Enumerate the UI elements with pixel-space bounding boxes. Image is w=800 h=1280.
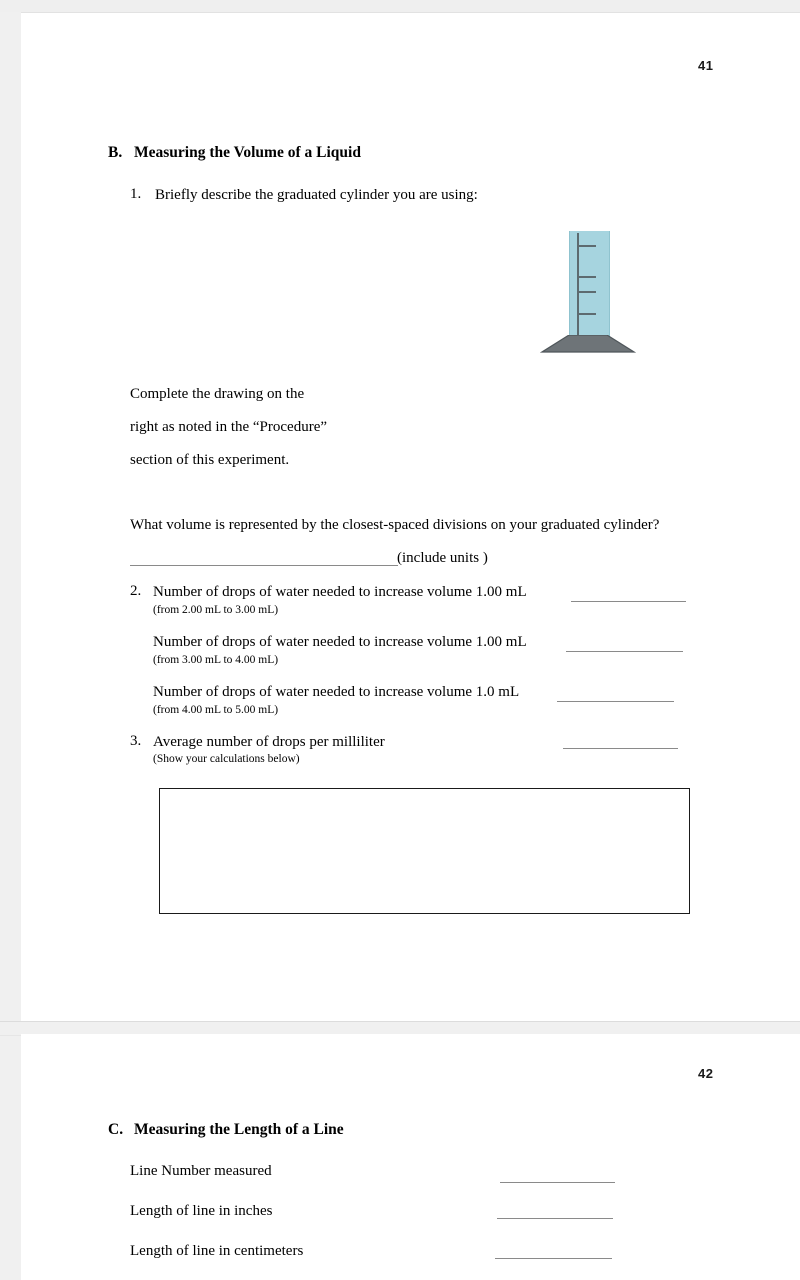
viewer-top-band [0,0,800,13]
section-title: Measuring the Length of a Line [134,1121,344,1138]
list-number-1: 1. [130,186,142,202]
volume-question-prompt: What volume is represented by the closest-spaced divisions on your graduated cylinder? [130,517,660,533]
measurement-label-inches: Length of line in inches [130,1203,273,1219]
document-page-41 [21,13,800,1021]
drop-question-1-answer-blank[interactable] [571,601,686,602]
cylinder-body [569,231,610,341]
list-number-2: 2. [130,583,142,599]
section-letter: C. [108,1121,124,1138]
drop-question-1-range: (from 2.00 mL to 3.00 mL) [153,604,279,616]
drop-question-3-range: (from 4.00 mL to 5.00 mL) [153,704,279,716]
measurement-label-line-number: Line Number measured [130,1163,272,1179]
drawing-instruction-line-3: section of this experiment. [130,452,290,468]
measurement-answer-blank-line-number[interactable] [500,1182,615,1183]
page-number: 42 [698,1066,714,1081]
document-page-42 [21,1034,800,1280]
average-question-text: Average number of drops per milliliter [153,734,385,750]
volume-answer-blank[interactable] [130,565,398,566]
page-number: 41 [698,58,714,73]
viewer-left-margin-strip [0,12,21,1280]
measurement-label-centimeters: Length of line in centimeters [130,1243,304,1259]
drop-question-3-text: Number of drops of water needed to increase volume 1.0 mL [153,684,520,700]
drop-question-2-range: (from 3.00 mL to 4.00 mL) [153,654,279,666]
cylinder-graduation-axis [577,233,579,341]
graduated-cylinder-illustration [540,231,636,353]
drop-question-2-answer-blank[interactable] [566,651,683,652]
cylinder-base [540,335,636,353]
section-letter: B. [108,144,123,161]
section-heading-c [108,1121,344,1139]
cylinder-tick-mark [579,291,596,293]
drop-question-2-text: Number of drops of water needed to increase volume 1.00 mL [153,634,527,650]
item-1-text: Briefly describe the graduated cylinder you are using: [155,187,478,203]
section-title: Measuring the Volume of a Liquid [134,144,361,161]
measurement-answer-blank-centimeters[interactable] [495,1258,612,1259]
cylinder-tick-mark [579,313,596,315]
drop-question-1-text: Number of drops of water needed to increase volume 1.00 mL [153,584,527,600]
average-question-sub-note: (Show your calculations below) [153,753,300,765]
drawing-instruction-line-1: Complete the drawing on the [130,386,305,402]
drawing-instruction-line-2: right as noted in the “Procedure” [130,419,328,435]
list-number-3: 3. [130,733,142,749]
cylinder-tick-mark [579,245,596,247]
calculations-box[interactable] [159,788,690,914]
volume-units-note: (include units ) [397,550,488,566]
cylinder-tick-mark [579,276,596,278]
average-answer-blank[interactable] [563,748,678,749]
section-heading-b [108,144,361,162]
drop-question-3-answer-blank[interactable] [557,701,674,702]
measurement-answer-blank-inches[interactable] [497,1218,613,1219]
